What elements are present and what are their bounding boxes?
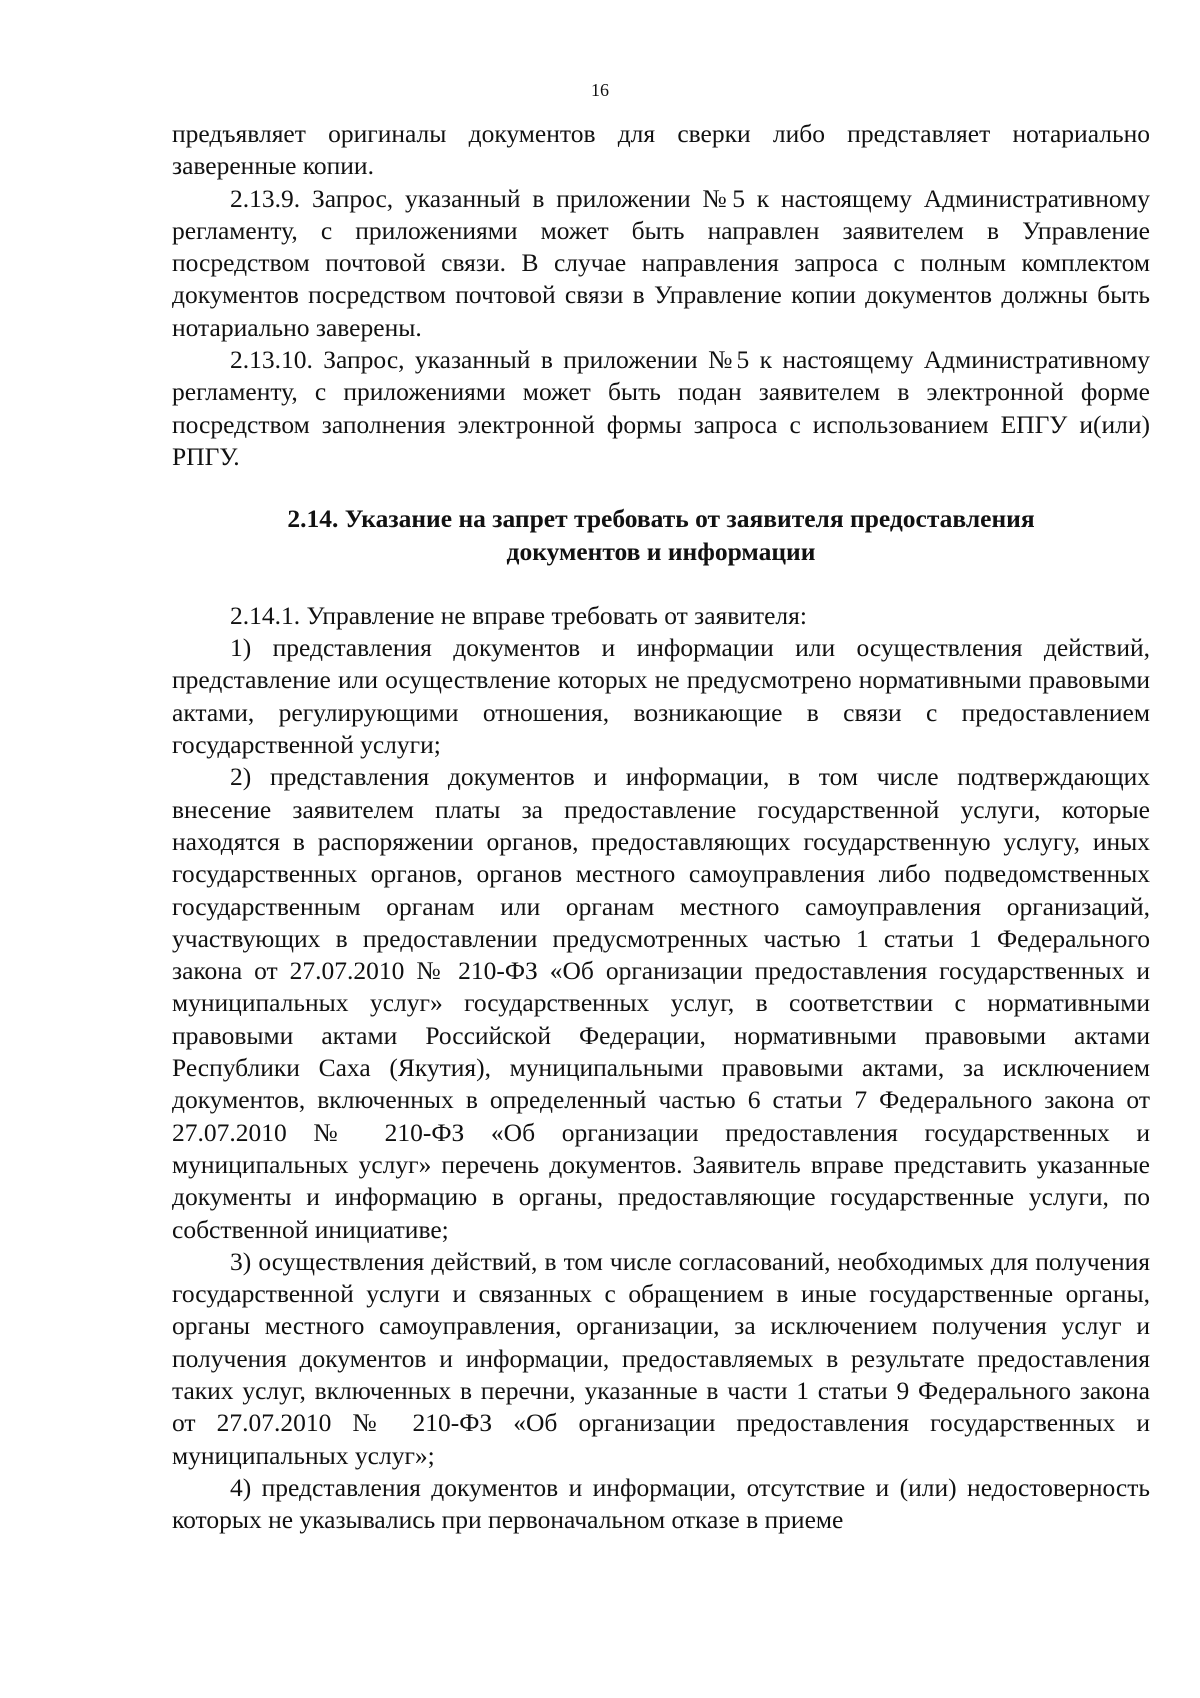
page-number: 16 [591, 80, 609, 100]
paragraph-2-13-10: 2.13.10. Запрос, указанный в приложении №5 к настоящему Административному регламенту, с приложениями может быть подан заявителем в электронной форме посредством заполнения электронной формы запроса с использованием ЕПГУ и(или) РПГУ. [172, 345, 1150, 471]
section-heading-2-14 [172, 503, 1150, 568]
paragraph-2-14-1: 2.14.1. Управление не вправе требовать от заявителя: [230, 600, 807, 630]
heading-line-2: документов и информации [506, 536, 816, 566]
document-body [172, 118, 1150, 1536]
list-item-1: 1) представления документов и информации или осуществления действий, представление или осуществление которых не предусмотрено нормативными правовыми актами, регулирующими отношения, возникающие в связи с предоставлением государственной услуги; [172, 633, 1150, 760]
list-item-4: 4) представления документов и информации, отсутствие и (или) недостоверность которых не указывались при первоначальном отказе в приеме [172, 1472, 1150, 1535]
list-item-2: 2) представления документов и информации, в том числе подтверждающих внесение заявителем платы за предоставление государственной услуги, которые находятся в распоряжении органов, предоставляющих государственную услугу, иных государственных органов, органов местного самоуправления либо подведомственных государственным органам или органам местного самоуправления организаций, участвующих в предоставлении предусмотренных частью 1 статьи 1 Федерального закона от 27.07.2010 № 210-ФЗ «Об организации предоставления государственных и муниципальных услуг» государственных услуг, в соответствии с нормативными правовыми актами Российской Федерации, нормативными правовыми актами Республики Саха (Якутия), муниципальными правовыми актами, за исключением документов, включенных в определенный частью 6 статьи 7 Федерального закона от 27.07.2010 № 210-ФЗ «Об организации предоставления государственных и муниципальных услуг» перечень документов. Заявитель вправе представить указанные документы и информацию в органы, предоставляющие государственные услуги, по собственной инициативе; [172, 762, 1150, 1244]
heading-line-1: 2.14. Указание на запрет требовать от заявителя предоставления [287, 504, 1035, 534]
paragraph: предъявляет оригиналы документов для сверки либо представляет нотариально заверенные копии. [172, 119, 1150, 181]
paragraph-2-13-9: 2.13.9. Запрос, указанный в приложении №5 к настоящему Административному регламенту, с приложениями может быть направлен заявителем в Управление посредством почтовой связи. В случае направления запроса с полным комплектом документов посредством почтовой связи в Управление копии документов должны быть нотариально заверены. [172, 183, 1150, 342]
list-item-3: 3) осуществления действий, в том числе согласований, необходимых для получения государственной услуги и связанных с обращением в иные государственные органы, органы местного самоуправления, организации, за исключением получения услуг и получения документов и информации, предоставляемых в результате предоставления таких услуг, включенных в перечни, указанные в части 1 статьи 9 Федерального закона от 27.07.2010 № 210-ФЗ «Об организации предоставления государственных и муниципальных услуг»; [172, 1246, 1150, 1470]
